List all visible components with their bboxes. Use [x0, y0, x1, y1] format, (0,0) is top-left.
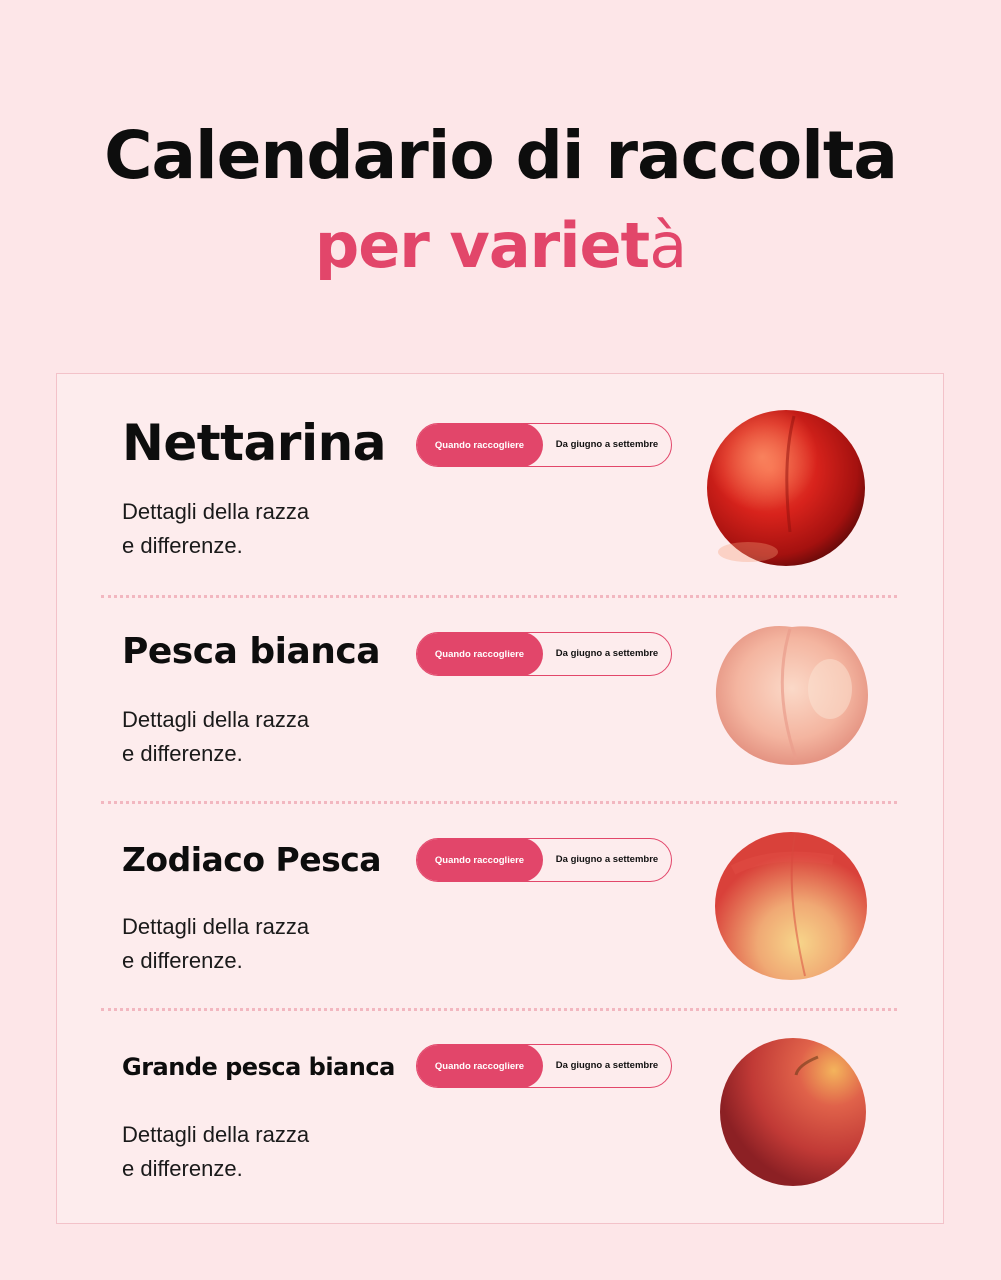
- harvest-pill-value: Da giugno a settembre: [555, 854, 659, 865]
- description-line: Dettagli della razza: [122, 499, 310, 524]
- variety-description: [122, 703, 309, 771]
- description-line: e differenze.: [122, 948, 243, 973]
- variety-row-pesca-bianca: [57, 583, 945, 790]
- subtitle-main: per variet: [314, 209, 650, 282]
- white-peach-image: [712, 619, 872, 769]
- variety-description: [122, 910, 309, 978]
- variety-description: [122, 495, 309, 563]
- variety-description: [122, 1118, 309, 1186]
- varieties-card: [56, 373, 944, 1224]
- harvest-pill-value: Da giugno a settembre: [555, 1060, 659, 1071]
- subtitle-accent-char: à: [649, 209, 687, 282]
- harvest-pill-label: Quando raccogliere: [416, 632, 543, 676]
- harvest-pill: [416, 632, 672, 676]
- description-line: e differenze.: [122, 741, 243, 766]
- harvest-pill: [416, 838, 672, 882]
- variety-row-grande-pesca-bianca: [57, 997, 945, 1204]
- page-title: Calendario di raccolta: [104, 117, 897, 194]
- harvest-pill-label: Quando raccogliere: [416, 1044, 543, 1088]
- variety-name: Pesca bianca: [122, 631, 381, 672]
- description-line: Dettagli della razza: [122, 707, 310, 732]
- harvest-pill-value: Da giugno a settembre: [555, 648, 659, 659]
- harvest-pill-label: Quando raccogliere: [416, 423, 543, 467]
- variety-name: Grande pesca bianca: [122, 1053, 395, 1081]
- page-subtitle: [0, 208, 1001, 284]
- nectarine-image: [702, 402, 870, 570]
- variety-name: Nettarina: [122, 414, 386, 472]
- harvest-pill: [416, 1044, 672, 1088]
- description-line: Dettagli della razza: [122, 1122, 310, 1147]
- harvest-pill-label: Quando raccogliere: [416, 838, 543, 882]
- variety-row-zodiaco-pesca: [57, 790, 945, 997]
- harvest-pill: [416, 423, 672, 467]
- variety-name: Zodiaco Pesca: [122, 840, 382, 879]
- large-peach-image: [718, 1035, 868, 1187]
- description-line: e differenze.: [122, 533, 243, 558]
- description-line: e differenze.: [122, 1156, 243, 1181]
- description-line: Dettagli della razza: [122, 914, 310, 939]
- variety-row-nettarina: [57, 374, 945, 581]
- harvest-pill-value: Da giugno a settembre: [555, 439, 659, 450]
- yellow-peach-image: [713, 830, 869, 982]
